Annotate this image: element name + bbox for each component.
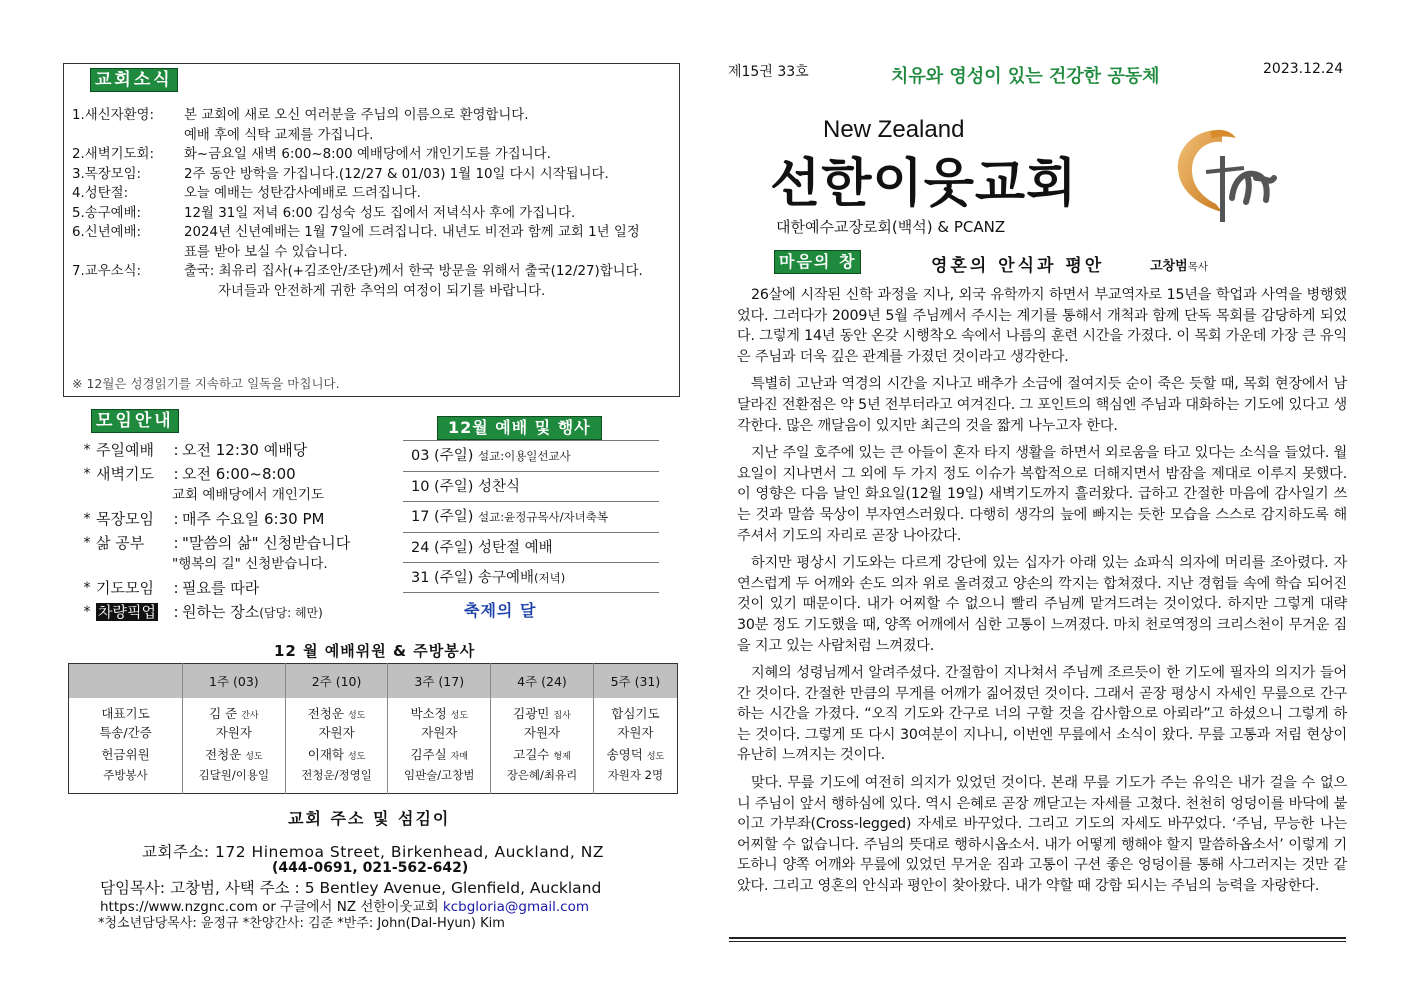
meeting-value: 필요를 따라 bbox=[182, 579, 260, 597]
duty-role: 헌금위원 bbox=[101, 746, 150, 762]
bullet-icon: * bbox=[83, 535, 91, 551]
duty-header bbox=[69, 664, 183, 698]
december-note: 목사/자녀축복 bbox=[537, 510, 608, 524]
bullet-icon: * bbox=[83, 604, 91, 620]
duty-header: 4주 (24) bbox=[491, 664, 594, 698]
meeting-key: 기도모임 bbox=[96, 579, 154, 597]
news-item bbox=[72, 223, 672, 262]
duty-cell: 김달원/이용일 bbox=[183, 765, 286, 794]
duty-cell: 고길수 형제 bbox=[491, 743, 594, 765]
email-link[interactable]: kcbgloria@gmail.com bbox=[442, 899, 589, 915]
news-label: 2.새벽기도회: bbox=[72, 147, 154, 162]
duty-cell: 임판술/고창범 bbox=[388, 765, 491, 794]
bullet-icon: * bbox=[83, 442, 91, 458]
december-date: 24 (주일) 성탄절 예배 bbox=[411, 539, 553, 556]
duty-cell: 자원자 bbox=[285, 722, 388, 744]
news-note: ※ 12월은 성경읽기를 지속하고 일독을 마칩니다. bbox=[72, 376, 340, 391]
duty-cell: 송영덕 성도 bbox=[593, 743, 677, 765]
december-row bbox=[403, 471, 659, 502]
meeting-item bbox=[78, 509, 398, 530]
column-title: 영혼의 안식과 평안 bbox=[931, 256, 1105, 276]
colon: : bbox=[173, 534, 179, 552]
meetings-list bbox=[78, 440, 398, 627]
meetings-title: 모임안내 bbox=[91, 409, 179, 433]
duty-cell: 전청운/정영일 bbox=[285, 765, 388, 794]
duty-role: 주방봉사 bbox=[103, 767, 148, 782]
table-row bbox=[69, 743, 678, 765]
website-link[interactable]: https://www.nzgnc.com or 구글에서 NZ 선한이웃교회 bbox=[100, 899, 443, 915]
december-row bbox=[403, 562, 659, 593]
meeting-key: 차량픽업 bbox=[98, 603, 156, 621]
column-paragraph: 26살에 시작된 신학 과정을 지나, 외국 유학까지 하면서 부교역자로 15년을 학업과 사역을 병행했었다. 그러다가 2009년 5월 주님께서 주시는 계기를 통해서 개척과 함께 단독 목회를 감당하게 되었다. 그렇게 14년 동안 온갖 시행착오 속에서 나름의 훈련 시간을 가졌다. 이 목회 가운데 가장 큰 유익은 주님과 더욱 깊은 관계를 가졌던 것이라고 생각한다. bbox=[737, 287, 1347, 365]
church-logo-icon bbox=[1170, 126, 1286, 224]
duty-cell: 자원자 bbox=[183, 722, 286, 744]
news-line: 본 교회에 새로 오신 여러분을 주님의 이름으로 환영합니다. bbox=[184, 108, 529, 123]
colon: : bbox=[173, 465, 179, 483]
duty-role: 대표기도 bbox=[101, 705, 150, 721]
news-label: 1.새신자환영: bbox=[72, 108, 154, 123]
news-item bbox=[72, 204, 672, 224]
colon: : bbox=[173, 579, 179, 597]
december-list bbox=[403, 440, 659, 593]
church-address: 교회주소: 172 Hinemoa Street, Birkenhead, Auckland, NZ bbox=[142, 843, 604, 861]
column-paragraph: 특별히 고난과 역경의 시간을 지나고 배추가 소금에 절여지듯 순이 죽은 듯할 때, 목회 현장에서 남달라진 전환점은 약 5년 전부터라고 여겨진다. 그 포인트의 핵심엔 주님과 대화하는 기도에 있다고 생각한다. 많은 깨달음이 있지만 최근의 것을 짧게 나누고자 한다. bbox=[737, 376, 1347, 434]
news-line: 표를 받아 보실 수 있습니다. bbox=[184, 244, 348, 260]
december-note: 설교:이용일 bbox=[478, 449, 538, 463]
bullet-icon: * bbox=[83, 466, 91, 482]
news-title: 교회소식 bbox=[90, 68, 178, 92]
news-item bbox=[72, 106, 672, 145]
meeting-item bbox=[78, 578, 398, 599]
news-line: 2024년 신년예배는 1월 7일에 드려집니다. 내년도 비전과 함께 교회 1년 일정 bbox=[184, 225, 640, 240]
meeting-key: 주일예배 bbox=[96, 441, 154, 459]
duty-role: 특송/간증 bbox=[99, 725, 152, 741]
news-label: 5.송구예배: bbox=[72, 205, 142, 221]
pastor-address: 담임목사: 고창범, 사택 주소 : 5 Bentley Avenue, Glenfield, Auckland bbox=[100, 879, 602, 897]
meeting-subline: "행복의 길" 신청받습니다. bbox=[172, 556, 328, 572]
duty-cell: 장은혜/최유리 bbox=[491, 765, 594, 794]
table-row bbox=[69, 698, 678, 722]
duty-cell: 이재학 성도 bbox=[285, 743, 388, 765]
duty-cell: 자원자 2명 bbox=[593, 765, 677, 794]
duty-header: 5주 (31) bbox=[593, 664, 677, 698]
duty-cell: 박소정 성도 bbox=[388, 698, 491, 722]
meeting-note: (담당: 헤만) bbox=[259, 606, 323, 620]
feast-label: 축제의 달 bbox=[464, 601, 537, 620]
column-paragraph: 지혜의 성령님께서 알려주셨다. 간절함이 지나쳐서 주님께 조르듯이 한 기도에 필자의 의지가 들어간 것이다. 간절한 만큼의 무게를 어깨가 짊어졌던 것이다. 그래서 곧장 평상시 자세인 무릎으로 간구하는 시간을 가졌다. “오직 기도와 간구로 너의 구할 것을 감사함으로 아뢰라”고 하셨으니 그렇게 하는 것이다. 그렇게 또 다시 30여분이 지나니, 이번엔 무릎에서 소식이 왔다. 무릎 고통과 저림 현상이 유난히 느껴지는 것이다. bbox=[737, 665, 1347, 764]
column-tag: 마음의 창 bbox=[774, 250, 861, 274]
news-label: 6.신년예배: bbox=[72, 225, 142, 240]
denomination: 대한예수교장로회(백석) & PCANZ bbox=[776, 218, 1006, 236]
duty-cell: 자원자 bbox=[593, 722, 677, 744]
december-date: 03 (주일) bbox=[411, 448, 478, 464]
duty-cell: 자원자 bbox=[388, 722, 491, 744]
column-author: 고창범목사 bbox=[1150, 259, 1208, 274]
meeting-key: 목장모임 bbox=[96, 510, 154, 528]
news-item bbox=[72, 145, 672, 165]
bottom-divider bbox=[729, 937, 1346, 942]
december-date: 10 (주일) 성찬식 bbox=[411, 478, 521, 495]
meeting-value: "말씀의 삶" 신청받습니다 bbox=[182, 534, 351, 552]
news-line: 2주 동안 방학을 가집니다.(12/27 & 01/03) 1월 10일 다시 시작됩니다. bbox=[184, 166, 609, 182]
duty-cell: 합심기도 bbox=[593, 698, 677, 722]
colon: : bbox=[173, 603, 179, 621]
church-news-box bbox=[63, 63, 680, 397]
meeting-value: 매주 수요일 6:30 PM bbox=[182, 510, 325, 528]
duty-cell: 김광민 집사 bbox=[491, 698, 594, 722]
duty-title: 12 월 예배위원 & 주방봉사 bbox=[274, 642, 476, 660]
colon: : bbox=[173, 441, 179, 459]
december-note: 설교:윤정규 bbox=[478, 510, 538, 524]
news-label: 3.목장모임: bbox=[72, 166, 142, 182]
duty-header: 2주 (10) bbox=[285, 664, 388, 698]
colon: : bbox=[173, 510, 179, 528]
bullet-icon: * bbox=[83, 511, 91, 527]
news-line: 오늘 예배는 성탄감사예배로 드려집니다. bbox=[184, 186, 421, 201]
meeting-value: 오전 6:00~8:00 bbox=[182, 465, 296, 483]
meeting-item bbox=[78, 533, 398, 554]
meeting-item bbox=[78, 464, 398, 485]
bullet-icon: * bbox=[83, 580, 91, 596]
duty-header: 3주 (17) bbox=[388, 664, 491, 698]
news-item bbox=[72, 165, 672, 185]
column-paragraph: 지난 주일 호주에 있는 큰 아들이 혼자 타지 생활을 하면서 외로움을 타고 있다는 소식을 들었다. 월요일이 지나면서 그 외에 두 가지 정도 이슈가 복합적으로 더해지면서 밤잠을 제대로 이루지 못했다. 이 영향은 다음 날인 화요일(12월 19일) 새벽기도까지 흘러왔다. 급하고 간절한 마음에 감사일기 쓰는 것과 말씀 묵상이 부자연스러웠다. 다행히 생각의 늪에 빠지는 듯한 모습을 스스로 감지하도록 해 주셔서 기도의 자리로 곧장 나아갔다. bbox=[737, 445, 1347, 544]
duty-header: 1주 (03) bbox=[183, 664, 286, 698]
meeting-value: 원하는 장소 bbox=[182, 603, 260, 621]
december-note: (저녁) bbox=[534, 571, 566, 585]
volume-number: 제15권 33호 bbox=[728, 64, 809, 80]
country-label: New Zealand bbox=[823, 116, 965, 143]
duty-cell: 자원자 bbox=[491, 722, 594, 744]
december-note: 선교사 bbox=[537, 449, 571, 463]
december-date: 17 (주일) bbox=[411, 509, 478, 525]
duty-table bbox=[68, 663, 678, 794]
news-line: 화~금요일 새벽 6:00~8:00 예배당에서 개인기도를 가집니다. bbox=[184, 147, 551, 162]
news-label: 4.성탄절: bbox=[72, 186, 129, 201]
duty-cell: 전청운 성도 bbox=[183, 743, 286, 765]
news-line: 예배 후에 식탁 교제를 가집니다. bbox=[184, 127, 374, 143]
news-item bbox=[72, 262, 672, 301]
column-paragraph: 맞다. 무릎 기도에 여전히 의지가 있었던 것이다. 본래 무릎 기도가 주는 유익은 내가 걸을 수 없으니 주님이 앞서 행하심에 있다. 역시 은혜로 곧장 깨닫고는 자세를 고쳤다. 천천히 엉덩이를 바닥에 붙이고 가부좌(Cross-legged) 자세로 바꾸었다. 그리고 기도의 자세도 바꾸었다. ‘주님, 무능한 나는 어찌할 수 없습니다. 주님의 뜻대로 행하시옵소서. 내가 어떻게 행해야 할지 말씀하옵소서’ 이렇게 기도하니 양쪽 어깨와 무릎에 있었던 무거운 짐과 고통이 구션 좋은 엉덩이를 통해 사그러지는 것만 같았다. 그리고 영혼의 안식과 평안이 찾아왔다. 내가 약할 때 강함 되시는 주님의 능력을 자랑한다. bbox=[737, 775, 1347, 895]
meeting-item bbox=[78, 602, 398, 624]
december-row bbox=[403, 532, 659, 563]
column-paragraph: 하지만 평상시 기도와는 다르게 강단에 있는 십자가 아래 있는 쇼파식 의자에 머리를 조아렸다. 자연스럽게 두 어깨와 손도 의자 위로 올려졌고 양손의 깍지는 합쳐졌다. 지난 경험들 속에 학습 되어진 것이 있기 때문이다. 내가 어찌할 수 없으니 빨리 주님께 맡겨드려는 것이었다. 하지만 그렇게 대략 30분 정도 기도했을 때, 양쪽 어깨에서 심한 고통이 느껴졌다. 마치 천로역정의 크리스천이 무거운 짐을 지고 있는 사람처럼 느껴졌다. bbox=[737, 555, 1347, 654]
meeting-key: 새벽기도 bbox=[96, 465, 154, 483]
duty-header-row bbox=[69, 664, 678, 698]
meeting-subline: 교회 예배당에서 개인기도 bbox=[172, 487, 325, 503]
meeting-item bbox=[78, 440, 398, 461]
motto: 치유와 영성이 있는 건강한 공동체 bbox=[891, 66, 1160, 87]
december-date: 31 (주일) 송구예배 bbox=[411, 570, 535, 586]
duty-cell: 김 준 간사 bbox=[183, 698, 286, 722]
column-body bbox=[737, 285, 1347, 904]
december-row bbox=[403, 440, 659, 471]
news-list bbox=[72, 106, 672, 301]
news-line: 12월 31일 저녁 6:00 김성숙 성도 집에서 저녁식사 후에 가집니다. bbox=[184, 205, 576, 221]
december-row bbox=[403, 501, 659, 532]
table-row bbox=[69, 765, 678, 794]
phone-numbers: (444-0691, 021-562-642) bbox=[272, 860, 469, 876]
meeting-key: 삶 공부 bbox=[96, 534, 145, 552]
duty-cell: 김주실 자매 bbox=[388, 743, 491, 765]
news-label: 7.교우소식: bbox=[72, 264, 142, 279]
address-title: 교회 주소 및 섬김이 bbox=[288, 809, 451, 828]
issue-date: 2023.12.24 bbox=[1263, 61, 1344, 77]
meeting-value: 오전 12:30 예배당 bbox=[182, 441, 308, 459]
news-item bbox=[72, 184, 672, 204]
table-row bbox=[69, 722, 678, 744]
staff-line: *청소년담당목사: 윤정규 *찬양간사: 김준 *반주: John(Dal-Hyun) Kim bbox=[98, 916, 505, 931]
december-title: 12월 예배 및 행사 bbox=[437, 416, 602, 440]
duty-cell: 전청운 성도 bbox=[285, 698, 388, 722]
news-line: 출국: 최유리 집사(+김조안/조단)께서 한국 방문을 위해서 출국(12/27)합니다. bbox=[184, 264, 643, 279]
news-line: 자녀들과 안전하게 귀한 추억의 여정이 되기를 바랍니다. bbox=[218, 283, 546, 299]
church-name: 선한이웃교회 bbox=[770, 154, 1078, 214]
